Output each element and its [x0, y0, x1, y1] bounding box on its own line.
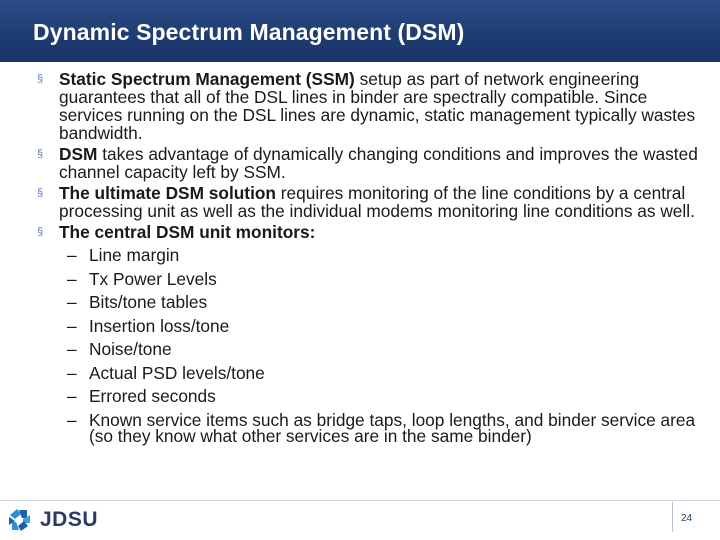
dash-mark: –	[67, 292, 77, 312]
bullet-mark: §	[37, 73, 44, 85]
bullet-mark: §	[37, 226, 44, 238]
dash-mark: –	[67, 315, 77, 336]
list-item-text: Insertion loss/tone	[89, 315, 230, 336]
list-item-text: Actual PSD levels/tone	[89, 362, 265, 383]
logo-text: JDSU	[40, 508, 99, 531]
list-item-text: Noise/tone	[89, 339, 172, 359]
jdsu-logo	[6, 505, 98, 535]
bullet-text: setup as part of network engineering guarantees that all of the DSL lines in binder are spectrally compatible. Since services running on the DSL lines are dynamic, static management typically wastes bandwidth.	[59, 69, 696, 143]
list-item	[59, 268, 707, 289]
slide-title: Dynamic Spectrum Management (DSM)	[33, 19, 465, 45]
bullet-mark: §	[37, 148, 44, 160]
slide-content	[37, 70, 707, 450]
list-item-text: Tx Power Levels	[89, 268, 217, 289]
list-item	[59, 341, 707, 359]
page-number: 24	[681, 513, 693, 524]
bullet-central-unit	[37, 223, 707, 444]
footer-divider	[0, 500, 720, 501]
list-item	[59, 409, 707, 446]
bullet-lead: Static Spectrum Management (SSM)	[59, 69, 355, 89]
list-item-text: Known service items such as bridge taps, loop lengths, and binder service area (so they know what other services are in the same binder)	[89, 409, 696, 446]
bullet-ssm	[37, 70, 707, 142]
dash-mark: –	[67, 268, 77, 289]
list-item-text: Errored seconds	[89, 386, 216, 406]
list-item	[59, 362, 707, 383]
dash-mark: –	[67, 362, 77, 383]
bullet-dsm	[37, 145, 707, 181]
list-item-text: Line margin	[89, 245, 180, 265]
bullet-ultimate-dsm	[37, 184, 707, 220]
bullet-text: takes advantage of dynamically changing conditions and improves the wasted channel capacity left by SSM.	[59, 144, 698, 182]
bullet-lead: DSM	[59, 144, 98, 164]
dash-mark: –	[67, 409, 77, 430]
dash-mark: –	[67, 245, 77, 265]
bullet-lead: The ultimate DSM solution	[59, 183, 276, 203]
jdsu-logo-icon	[6, 506, 34, 534]
list-item	[59, 315, 707, 336]
title-bar	[0, 0, 720, 62]
list-item	[59, 247, 707, 265]
list-item-text: Bits/tone tables	[89, 292, 208, 312]
dash-mark: –	[67, 386, 77, 406]
monitored-items-list	[59, 247, 707, 444]
bullet-mark: §	[37, 187, 44, 199]
list-item	[59, 294, 707, 312]
list-item	[59, 388, 707, 406]
bullet-text: requires monitoring of the line conditions by a central processing unit as well as the individual modems monitoring line conditions as well.	[59, 183, 695, 221]
dash-mark: –	[67, 339, 77, 359]
bullet-lead: The central DSM unit monitors:	[59, 222, 316, 242]
